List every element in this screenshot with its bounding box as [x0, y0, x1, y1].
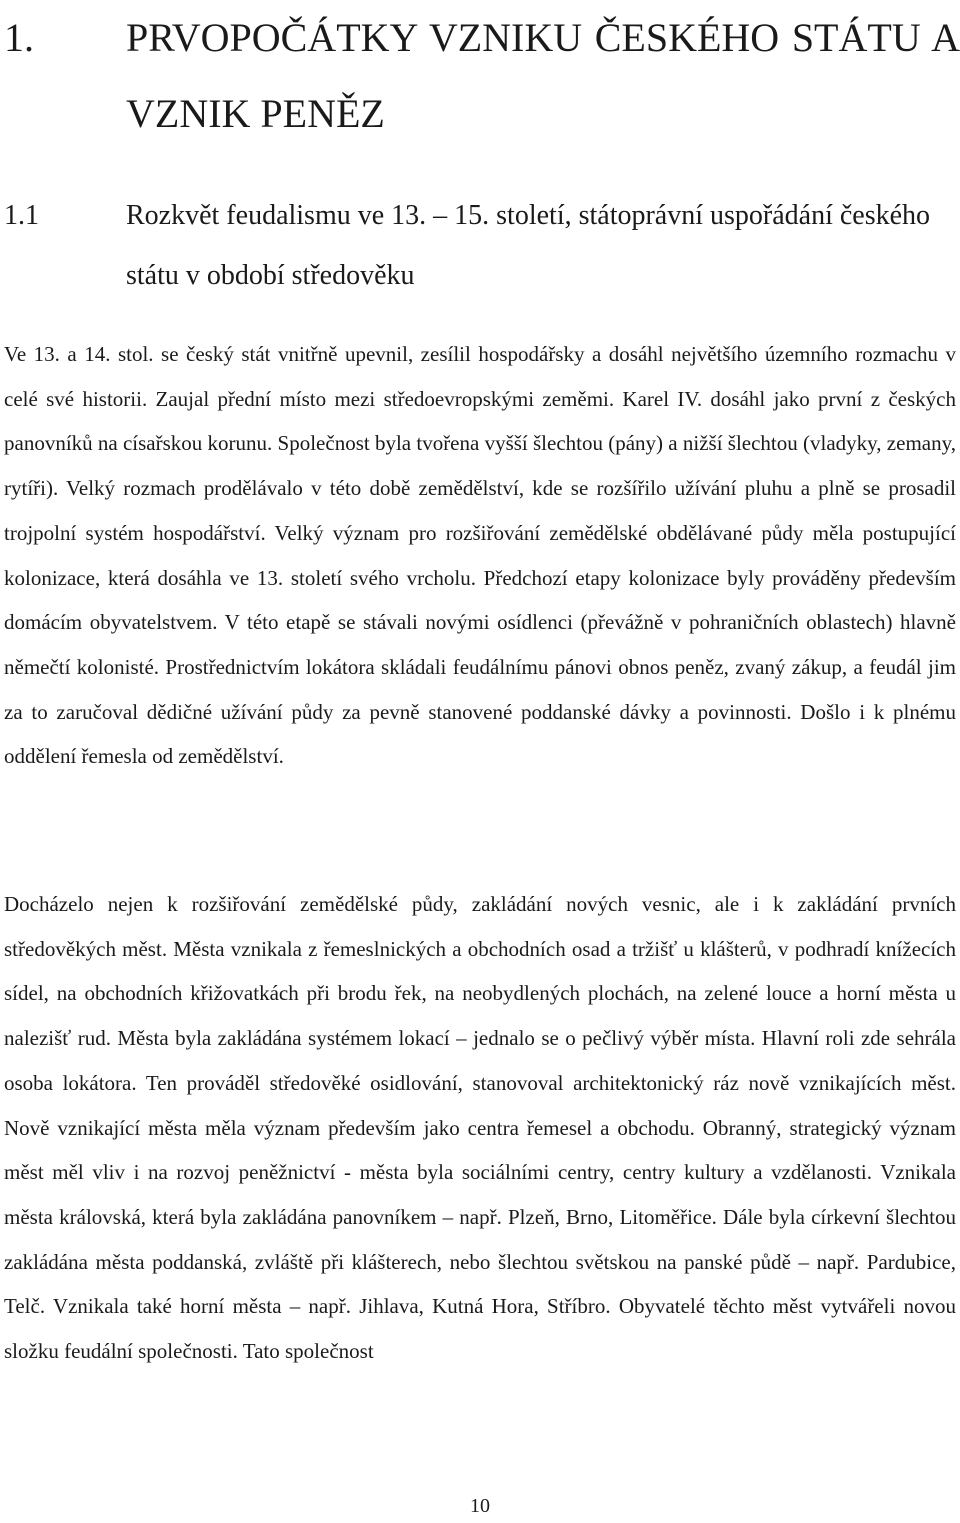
- chapter-title: PRVOPOČÁTKY VZNIKU ČESKÉHO STÁTU A VZNIK PENĚZ: [126, 15, 960, 136]
- body-paragraph-2: Docházelo nejen k rozšiřování zemědělské půdy, zakládání nových vesnic, ale i k zakládání prvních středověkých měst. Města vznikala z řemeslnických a obchodních osad a tržišť u klášterů, v podhradí knížecích sídel, na obchodních křižovatkách při brodu řek, na neobydlených plochách, na zelené louce a horní města u nalezišť rud. Města byla zakládána systémem lokací – jednalo se o pečlivý výběr místa. Hlavní roli zde sehrála osoba lokátora. Ten prováděl středověké osidlování, stanovoval architektonický ráz nově vznikajících měst. Nově vznikající města měla význam především jako centra řemesel a obchodu. Obranný, strategický význam měst měl vliv i na rozvoj peněžnictví - města byla sociálními centry, centry kultury a vzdělanosti. Vznikala města královská, která byla zakládána panovníkem – např. Plzeň, Brno, Litoměřice. Dále byla církevní šlechtou zakládána města poddanská, zvláště při klášterech, nebo šlechtou světskou na panské půdě – např. Pardubice, Telč. Vznikala také horní města – např. Jihlava, Kutná Hora, Stříbro. Obyvatelé těchto měst vytvářeli novou složku feudální společnosti. Tato společnost: [4, 892, 956, 1364]
- section-number: 1.1: [4, 200, 39, 231]
- page-number: 10: [470, 1495, 490, 1517]
- chapter-number: 1.: [4, 15, 34, 60]
- section-title: Rozkvět feudalismu ve 13. – 15. století, státoprávní uspořádání českého státu v období středověku: [126, 200, 931, 291]
- body-paragraph-1: Ve 13. a 14. stol. se český stát vnitřně upevnil, zesílil hospodářsky a dosáhl největšího územního rozmachu v celé své historii. Zaujal přední místo mezi středoevropskými zeměmi. Karel IV. dosáhl jako první z českých panovníků na císařskou korunu. Společnost byla tvořena vyšší šlechtou (pány) a nižší šlechtou (vladyky, zemany, rytíři). Velký rozmach prodělávalo v této době zemědělství, kde se rozšířilo užívání pluhu a plně se prosadil trojpolní systém hospodářství. Velký význam pro rozšiřování zemědělské obdělávané půdy měla postupující kolonizace, která dosáhla ve 13. století svého vrcholu. Předchozí etapy kolonizace byly prováděny především domácím obyvatelstvem. V této etapě se stávali novými osídlenci (převážně v pohraničních oblastech) hlavně němečtí kolonisté. Prostřednictvím lokátora skládali feudálnímu pánovi obnos peněz, zvaný zákup, a feudál jim za to zaručoval dědičné užívání půdy za pevně stanovené poddanské dávky a povinnosti. Došlo i k plnému oddělení řemesla od zemědělství.: [4, 342, 956, 769]
